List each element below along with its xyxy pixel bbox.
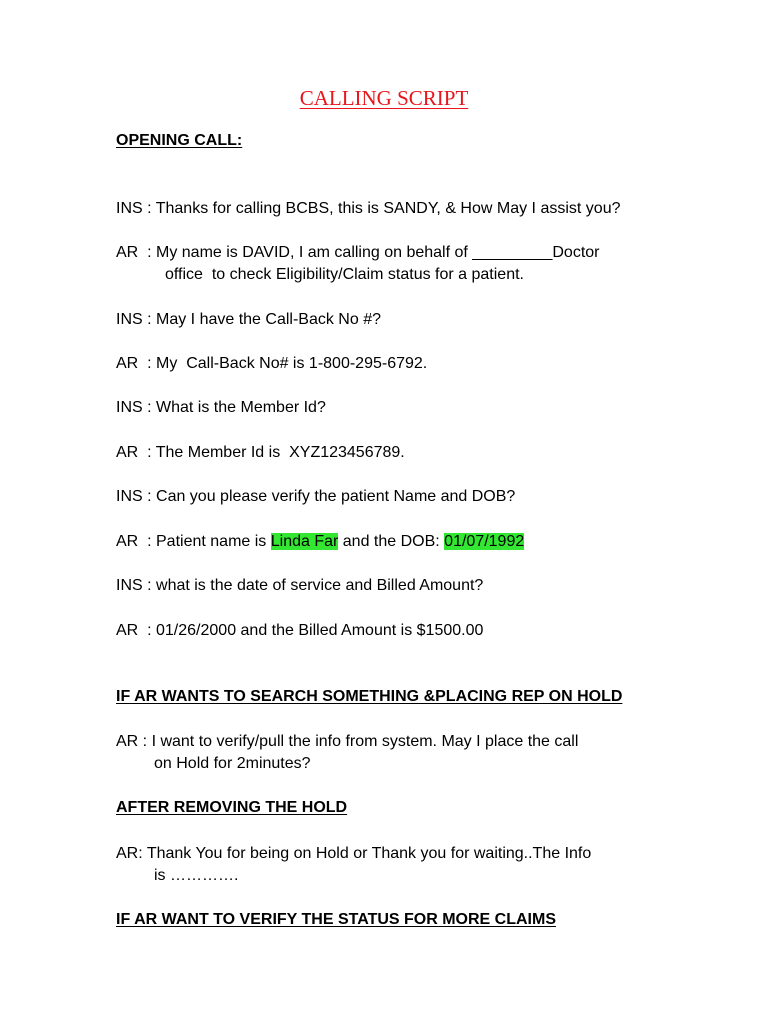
dialogue-line: AR: Thank You for being on Hold or Thank you for waiting..The Info [116,845,592,862]
dialogue-line: INS : What is the Member Id? [116,399,326,416]
page-title: CALLING SCRIPT [299,86,469,110]
dialogue-line: INS : what is the date of service and Billed Amount? [116,577,484,594]
dialogue-line: AR : The Member Id is XYZ123456789. [116,444,405,461]
dialogue-line-continuation: on Hold for 2minutes? [154,755,311,772]
dialogue-line: INS : Can you please verify the patient Name and DOB? [116,488,516,505]
dialogue-line-patient [116,531,524,553]
dialogue-line: AR : I want to verify/pull the info from system. May I place the call [116,733,579,750]
section-heading-after-hold: AFTER REMOVING THE HOLD [116,799,348,816]
dialogue-text: AR : Patient name is [116,533,271,550]
highlighted-patient-name: Linda Far [270,533,339,550]
dialogue-line: AR : 01/26/2000 and the Billed Amount is $1500.00 [116,622,484,639]
dialogue-line-continuation: office to check Eligibility/Claim status for a patient. [165,266,524,283]
dialogue-line: AR : My Call-Back No# is 1-800-295-6792. [116,355,428,372]
dialogue-line: INS : May I have the Call-Back No #? [116,311,381,328]
section-heading-more-claims: IF AR WANT TO VERIFY THE STATUS FOR MORE CLAIMS [116,911,556,928]
section-heading-hold: IF AR WANTS TO SEARCH SOMETHING &PLACING REP ON HOLD [116,688,623,705]
dialogue-text: and the DOB: [338,533,445,550]
section-heading-opening: OPENING CALL: [116,132,243,149]
dialogue-line: INS : Thanks for calling BCBS, this is SANDY, & How May I assist you? [116,200,621,217]
dialogue-line-continuation: is …………. [154,867,239,884]
dialogue-line: AR : My name is DAVID, I am calling on behalf of _________Doctor [116,244,600,261]
highlighted-dob: 01/07/1992 [444,533,525,550]
